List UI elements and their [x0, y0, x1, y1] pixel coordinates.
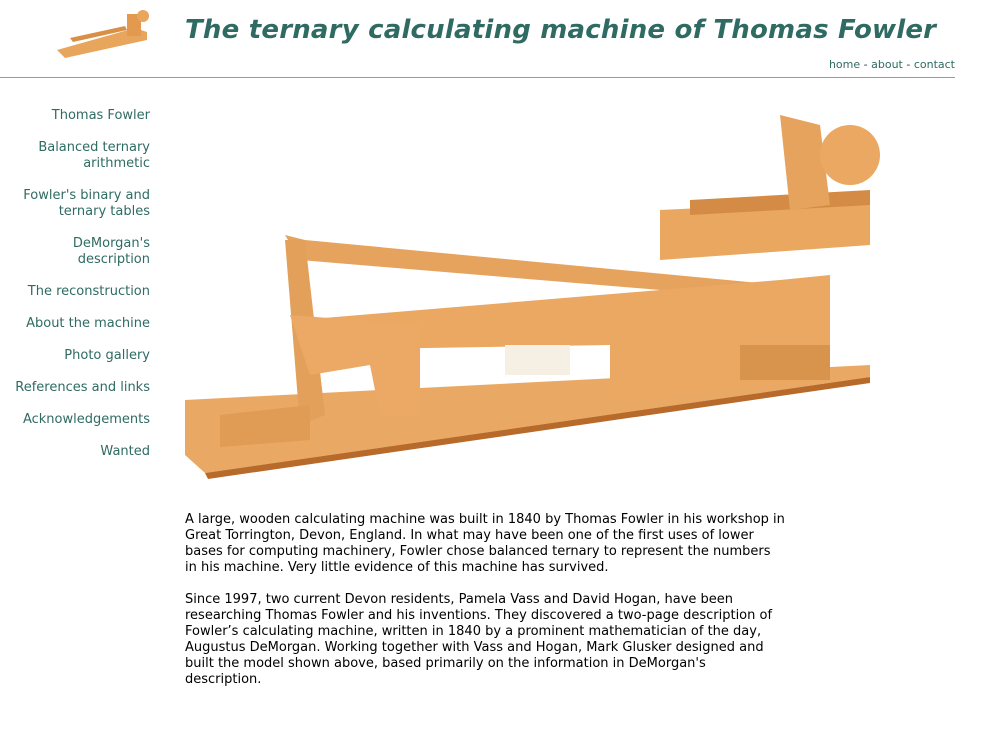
sidebar-item-wanted[interactable]: Wanted: [100, 444, 150, 459]
sidebar-item-acknowledgements[interactable]: Acknowledgements: [22, 412, 150, 427]
page-title: The ternary calculating machine of Thomas Fowler: [185, 15, 937, 45]
sidebar-item-photo-gallery[interactable]: Photo gallery: [64, 348, 150, 363]
top-nav: [829, 58, 955, 71]
research-paragraph: Since 1997, two current Devon residents, Pamela Vass and David Hogan, have been researching Thomas Fowler and his inventions. They discovered a two-page description of Fowler’s calculating machine, written in 1840 by a prominent mathematician of the day, Augustus DeMorgan. Working together with Vass and Hogan, Mark Glusker designed and built the model shown above, based primarily on the information in DeMorgan's description.: [185, 592, 773, 687]
nav-separator: -: [860, 58, 872, 71]
intro-paragraph: A large, wooden calculating machine was built in 1840 by Thomas Fowler in his workshop in Great Torrington, Devon, England. In what may have been one of the first uses of lower bases for computing machinery, Fowler chose balanced ternary to represent the numbers in his machine. Very little evidence of this machine has survived.: [185, 512, 785, 575]
sidebar-item-tables[interactable]: Fowler's binary and ternary tables: [23, 188, 150, 219]
nav-home-link[interactable]: home: [828, 58, 861, 71]
sidebar-item-demorgan[interactable]: DeMorgan's description: [72, 236, 150, 267]
sidebar-item-about-machine[interactable]: About the machine: [26, 316, 150, 331]
sidebar-item-reconstruction[interactable]: The reconstruction: [27, 284, 150, 299]
header-divider: [0, 77, 955, 78]
sidebar: [0, 108, 150, 476]
main-content: [185, 512, 785, 704]
sidebar-item-references[interactable]: References and links: [15, 380, 150, 395]
nav-contact-link[interactable]: contact: [913, 58, 955, 71]
logo-image[interactable]: [55, 8, 150, 60]
sidebar-item-balanced-ternary[interactable]: Balanced ternary arithmetic: [38, 140, 150, 171]
machine-photo: [180, 95, 880, 480]
nav-about-link[interactable]: about: [871, 58, 903, 71]
nav-separator: -: [902, 58, 914, 71]
sidebar-item-thomas-fowler[interactable]: Thomas Fowler: [51, 108, 150, 123]
